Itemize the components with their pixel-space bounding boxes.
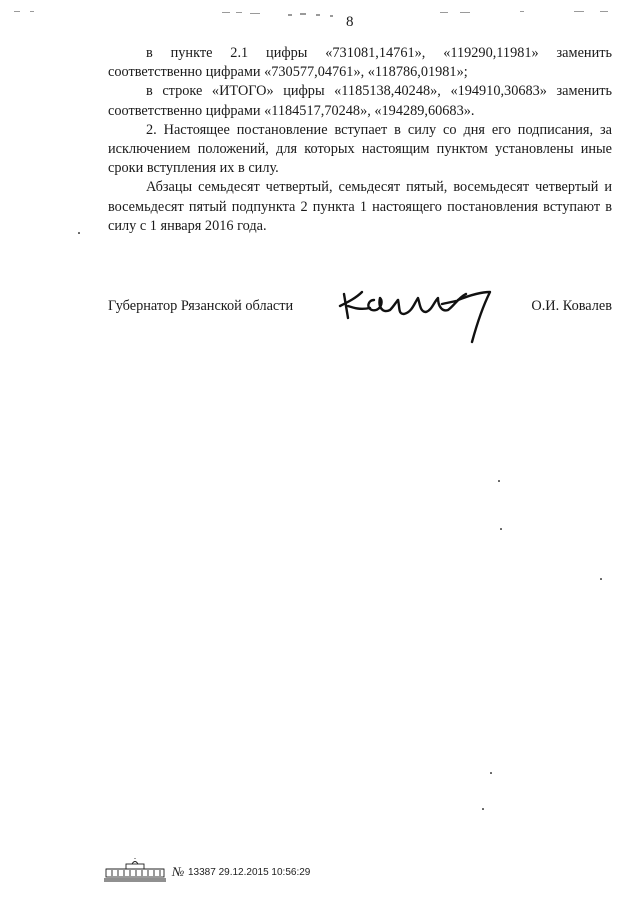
signatory-title: Губернатор Рязанской области [108,298,294,314]
paragraph-2: в строке «ИТОГО» цифры «1185138,40248», «194910,30683» заменить соответственно цифрами «1184517,70248», «194289,60683». [108,83,612,119]
scan-speck [600,578,602,580]
registration-number-sign: № [172,864,185,879]
page-number: 8 [346,14,354,30]
handwritten-signature-icon [334,284,514,348]
signatory-name: О.И. Ковалев [531,298,612,314]
scan-artifacts [0,8,640,20]
document-footer [104,858,364,882]
scan-speck [482,808,484,810]
document-body [108,44,612,236]
scan-speck [78,232,80,234]
scan-speck [498,480,500,482]
scan-speck [490,772,492,774]
scan-speck [500,528,502,530]
paragraph-1: в пункте 2.1 цифры «731081,14761», «119290,11981» заменить соответственно цифрами «730577,04761», «118786,01981»; [108,45,612,81]
registration-stamp: 13387 29.12.2015 10:56:29 [188,867,311,878]
building-logo-icon [104,858,166,882]
paragraph-4: Абзацы семьдесят четвертый, семьдесят пятый, восемьдесят четвертый и восемьдесят пятый подпункта 2 пункта 1 настоящего постановления вступают в силу с 1 января 2016 года. [108,179,612,234]
signature-block [108,290,612,350]
paragraph-3: 2. Настоящее постановление вступает в силу со дня его подписания, за исключением положений, для которых настоящим пунктом установлены иные сроки вступления их в силу. [108,121,612,177]
